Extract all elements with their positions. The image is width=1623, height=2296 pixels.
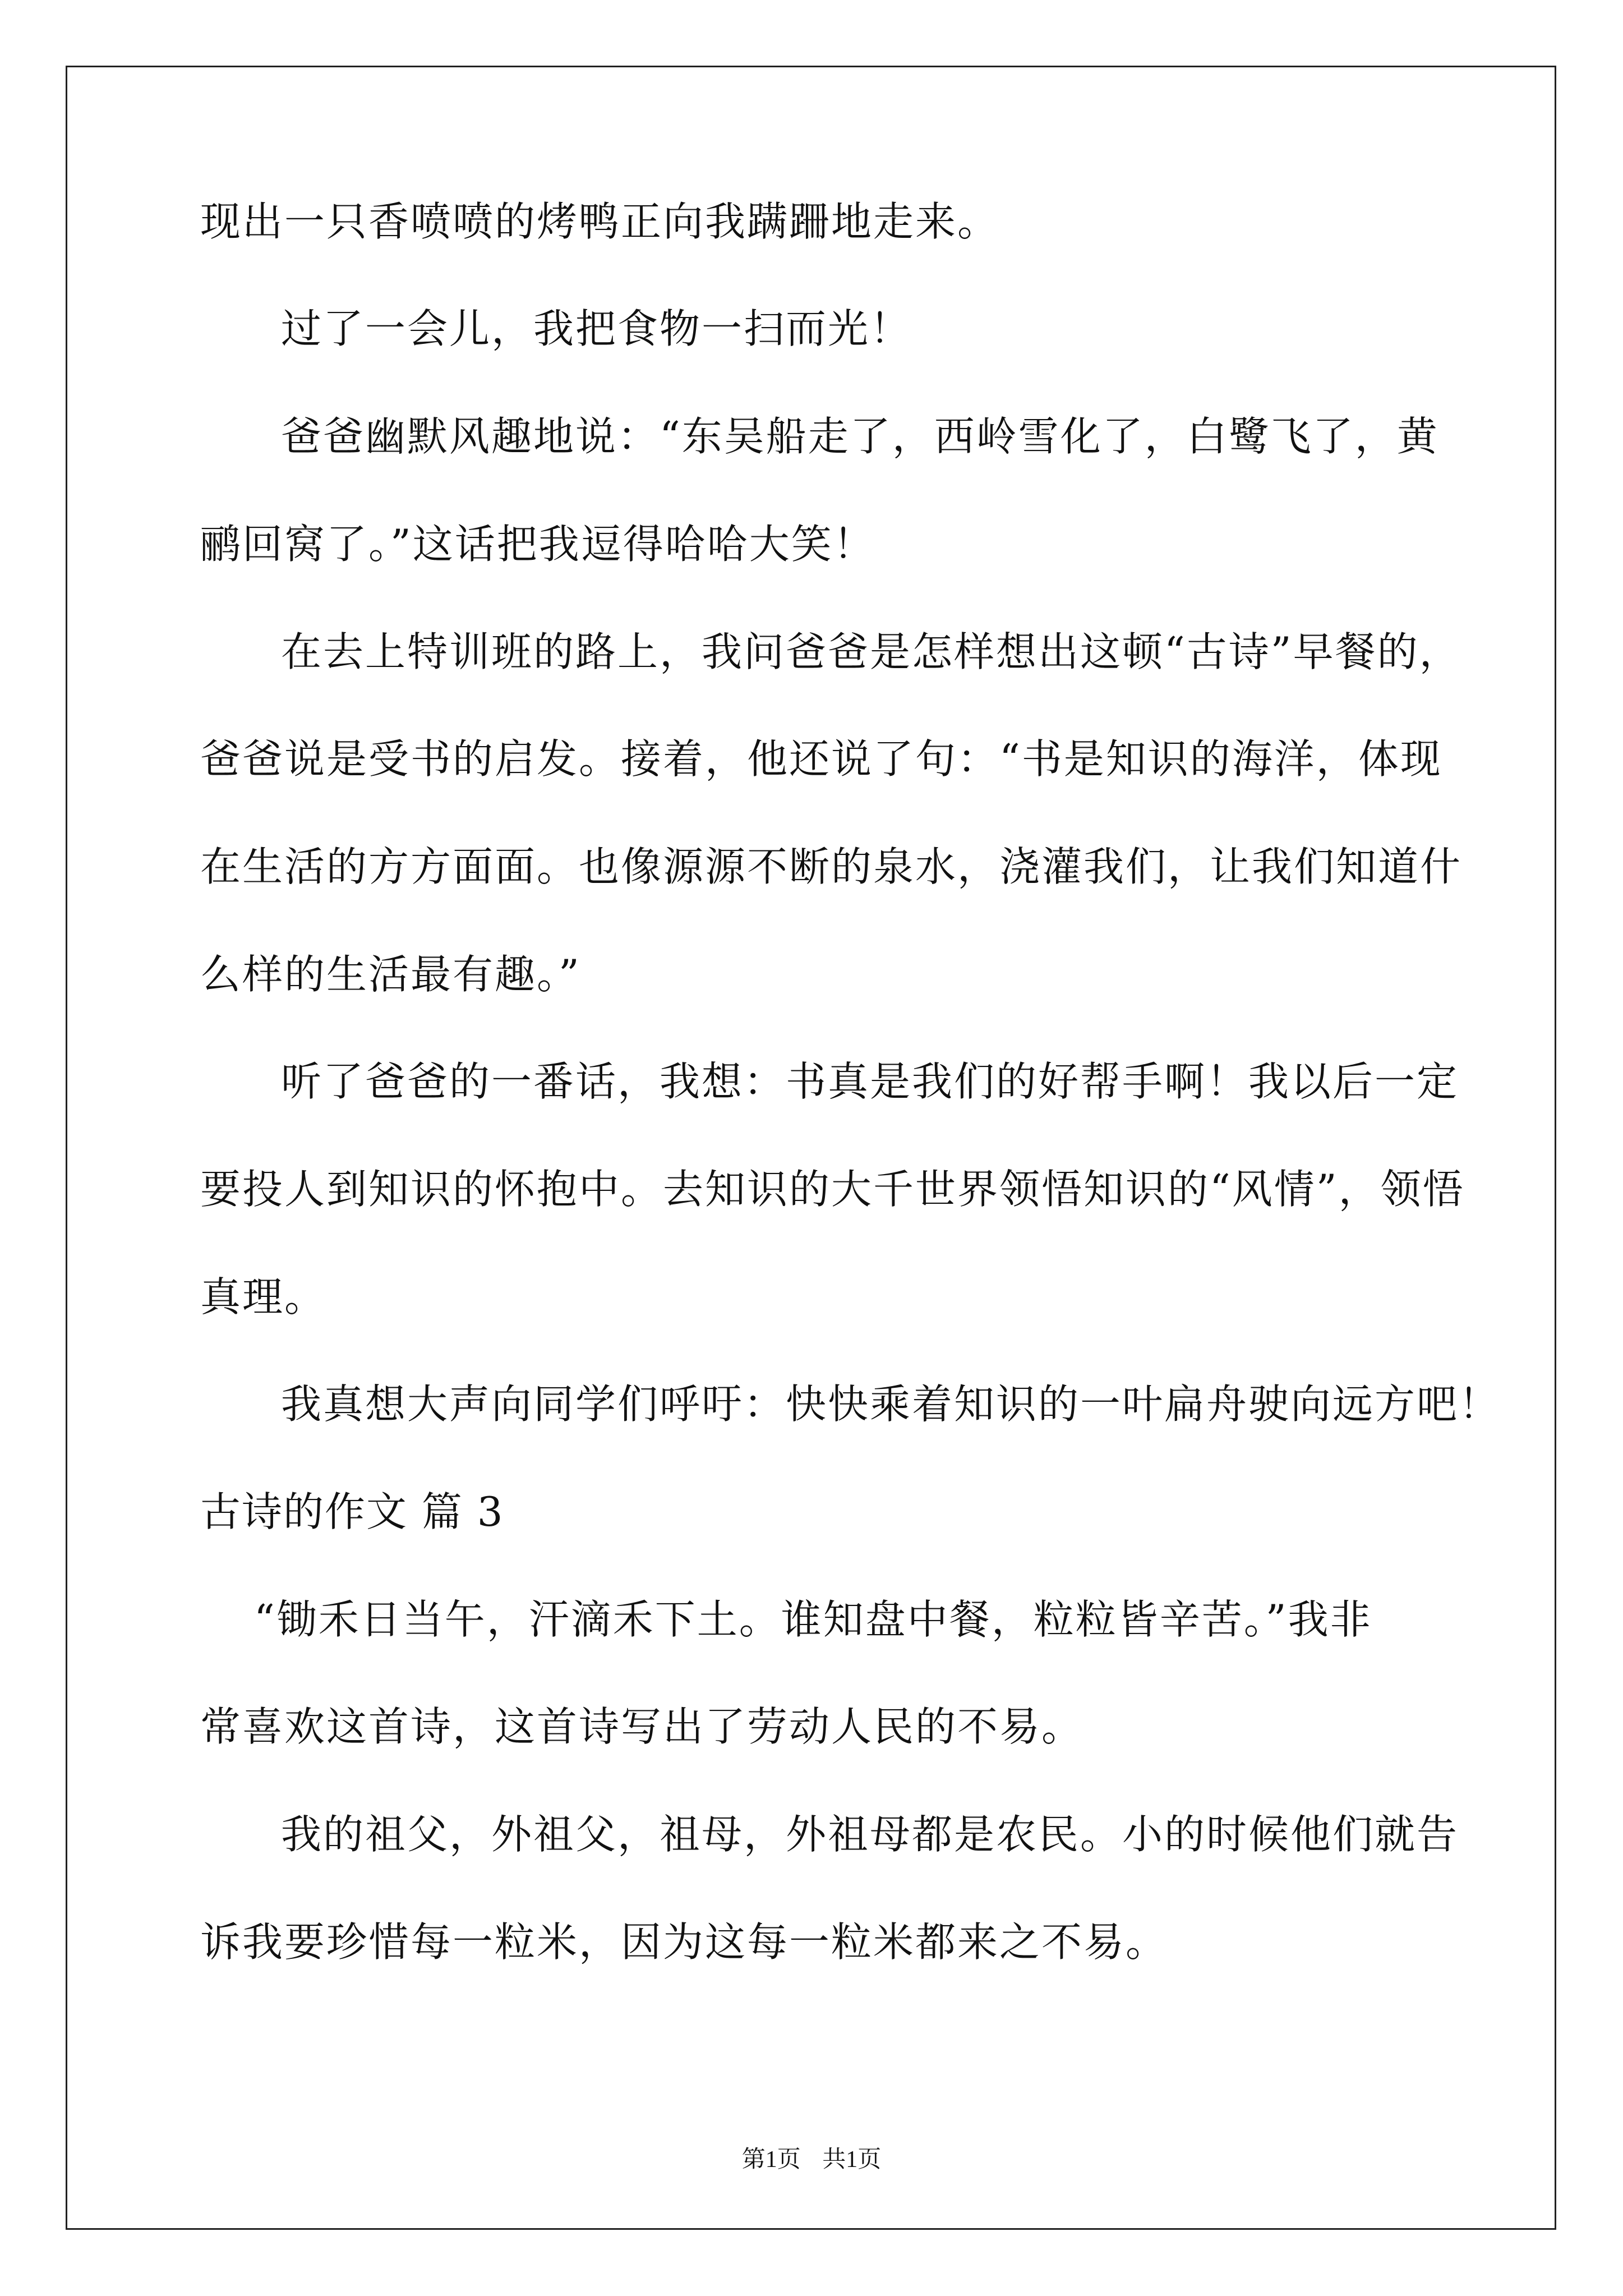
text-line: 听了爸爸的一番话，我想：书真是我们的好帮手啊！我以后一定	[281, 1058, 1459, 1105]
text-line: 现出一只香喷喷的烤鸭正向我蹒跚地走来。	[200, 198, 1000, 245]
text-line: 我真想大声向同学们呼吁：快快乘着知识的一叶扁舟驶向远方吧！	[281, 1381, 1501, 1428]
text-line: 真理。	[200, 1273, 327, 1320]
page-total: 共1页	[822, 2147, 882, 2173]
page-footer	[0, 2143, 1623, 2177]
text-line: 我的祖父，外祖父，祖母，外祖母都是农民。小的时候他们就告	[281, 1811, 1459, 1858]
text-line: 么样的生活最有趣。”	[200, 951, 581, 998]
text-line: 在生活的方方面面。也像源源不断的泉水，浇灌我们，让我们知道什	[200, 843, 1463, 890]
text-line: 爸爸说是受书的启发。接着，他还说了句：“书是知识的海洋，体现	[200, 735, 1442, 783]
section-heading: 古诗的作文 篇 3	[200, 1488, 504, 1535]
text-line: “锄禾日当午，汗滴禾下土。谁知盘中餐，粒粒皆辛苦。”我非	[254, 1596, 1372, 1643]
text-line: 鹂回窝了。”这话把我逗得哈哈大笑！	[200, 521, 875, 568]
text-line: 在去上特训班的路上，我问爸爸是怎样想出这顿“古诗”早餐的，	[281, 628, 1461, 675]
page-border	[66, 66, 1556, 2230]
text-line: 爸爸幽默风趣地说：“东吴船走了，西岭雪化了，白鹭飞了，黄	[281, 413, 1439, 460]
page-number: 第1页	[741, 2147, 801, 2173]
text-line: 要投人到知识的怀抱中。去知识的大千世界领悟知识的“风情”，领悟	[200, 1166, 1465, 1213]
text-line: 诉我要珍惜每一粒米，因为这每一粒米都来之不易。	[200, 1918, 1168, 1966]
text-line: 过了一会儿，我把食物一扫而光！	[281, 305, 912, 352]
text-line: 常喜欢这首诗，这首诗写出了劳动人民的不易。	[200, 1703, 1084, 1750]
